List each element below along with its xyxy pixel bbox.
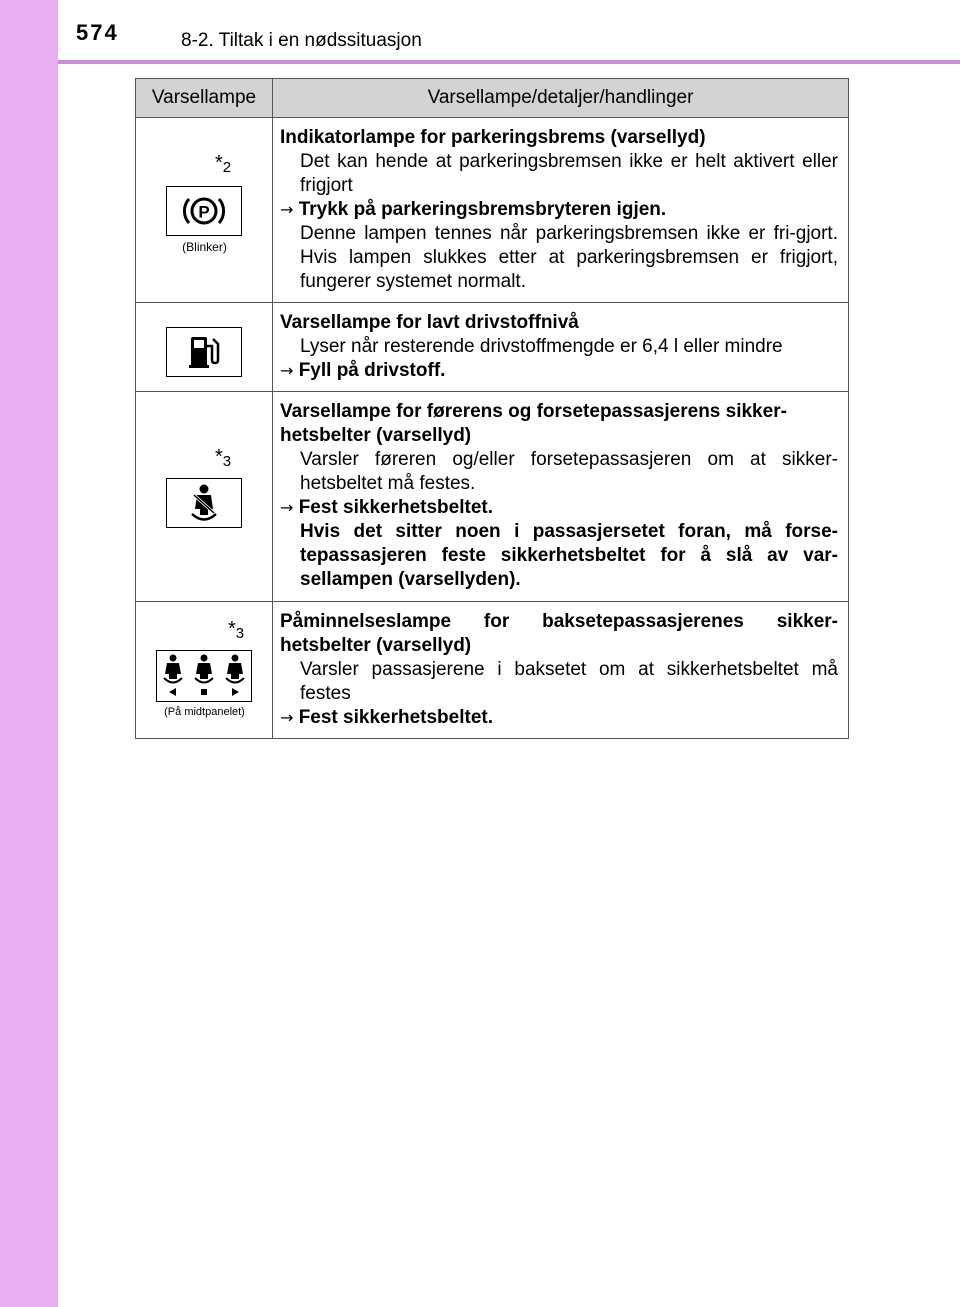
footnote-ref: *2 xyxy=(215,152,232,176)
action-line: → Trykk på parkeringsbremsbryteren igjen. xyxy=(280,199,667,220)
fuel-pump-icon xyxy=(166,327,242,377)
page-sidebar xyxy=(0,0,58,1307)
light-title: Varsellampe for lavt drivstoffnivå xyxy=(280,312,579,333)
column-header-light: Varsellampe xyxy=(136,79,273,118)
icon-cell xyxy=(136,602,273,739)
description-cell xyxy=(273,303,849,392)
seatbelt-icon xyxy=(166,478,242,528)
light-title: Varsellampe for førerens og forsetepassasjerens sikker-hetsbelter (varsellyd) xyxy=(280,401,787,446)
table-header-row xyxy=(136,79,849,118)
table-row xyxy=(136,392,849,602)
description-cell xyxy=(273,602,849,739)
light-title: Indikatorlampe for parkeringsbrems (varsellyd) xyxy=(280,127,706,148)
icon-cell xyxy=(136,392,273,602)
light-note: Denne lampen tennes når parkeringsbremsen ikke er fri-gjort. Hvis lampen slukkes etter at parkeringsbremsen er frigjort, fungerer systemet normalt. xyxy=(300,223,838,292)
description-cell xyxy=(273,392,849,602)
light-description: Varsler føreren og/eller forsetepassasjeren om at sikker-hetsbeltet må festes. xyxy=(300,449,838,494)
description-cell xyxy=(273,118,849,303)
light-title: Påminnelseslampe for baksetepassasjerenes sikker-hetsbelter (varsellyd) xyxy=(280,611,838,656)
icon-cell xyxy=(136,118,273,303)
arrow-icon: → xyxy=(280,200,294,219)
column-header-details: Varsellampe/detaljer/handlinger xyxy=(273,79,849,118)
table-row xyxy=(136,118,849,303)
table-row xyxy=(136,602,849,739)
footnote-ref: *3 xyxy=(228,618,245,642)
page-number: 574 xyxy=(76,20,119,45)
action-line: → Fest sikkerhetsbeltet. xyxy=(280,497,493,518)
arrow-icon: → xyxy=(280,361,294,380)
warning-lights-table xyxy=(135,78,849,739)
light-description: Det kan hende at parkeringsbremsen ikke er helt aktivert eller frigjort xyxy=(300,151,838,196)
svg-text:P: P xyxy=(198,202,210,222)
action-note: Hvis det sitter noen i passasjersetet foran, må forse-tepassasjeren feste sikkerhetsbeltet for å slå av var-sellampen (varsellyden). xyxy=(300,521,838,590)
section-title: 8-2. Tiltak i en nødssituasjon xyxy=(181,30,422,51)
arrow-icon: → xyxy=(280,708,294,727)
header-divider xyxy=(58,60,960,64)
icon-caption: (På midtpanelet) xyxy=(164,706,245,718)
light-description: Varsler passasjerene i baksetet om at sikkerhetsbeltet må festes xyxy=(300,659,838,704)
action-line: → Fest sikkerhetsbeltet. xyxy=(280,707,493,728)
rear-seatbelt-reminder-icon xyxy=(156,650,252,702)
parking-brake-icon xyxy=(166,186,242,236)
icon-cell xyxy=(136,303,273,392)
arrow-icon: → xyxy=(280,498,294,517)
table-row xyxy=(136,303,849,392)
icon-caption: (Blinker) xyxy=(182,240,227,254)
light-description: Lyser når resterende drivstoffmengde er 6,4 l eller mindre xyxy=(300,336,783,357)
footnote-ref: *3 xyxy=(215,446,232,470)
action-line: → Fyll på drivstoff. xyxy=(280,360,446,381)
